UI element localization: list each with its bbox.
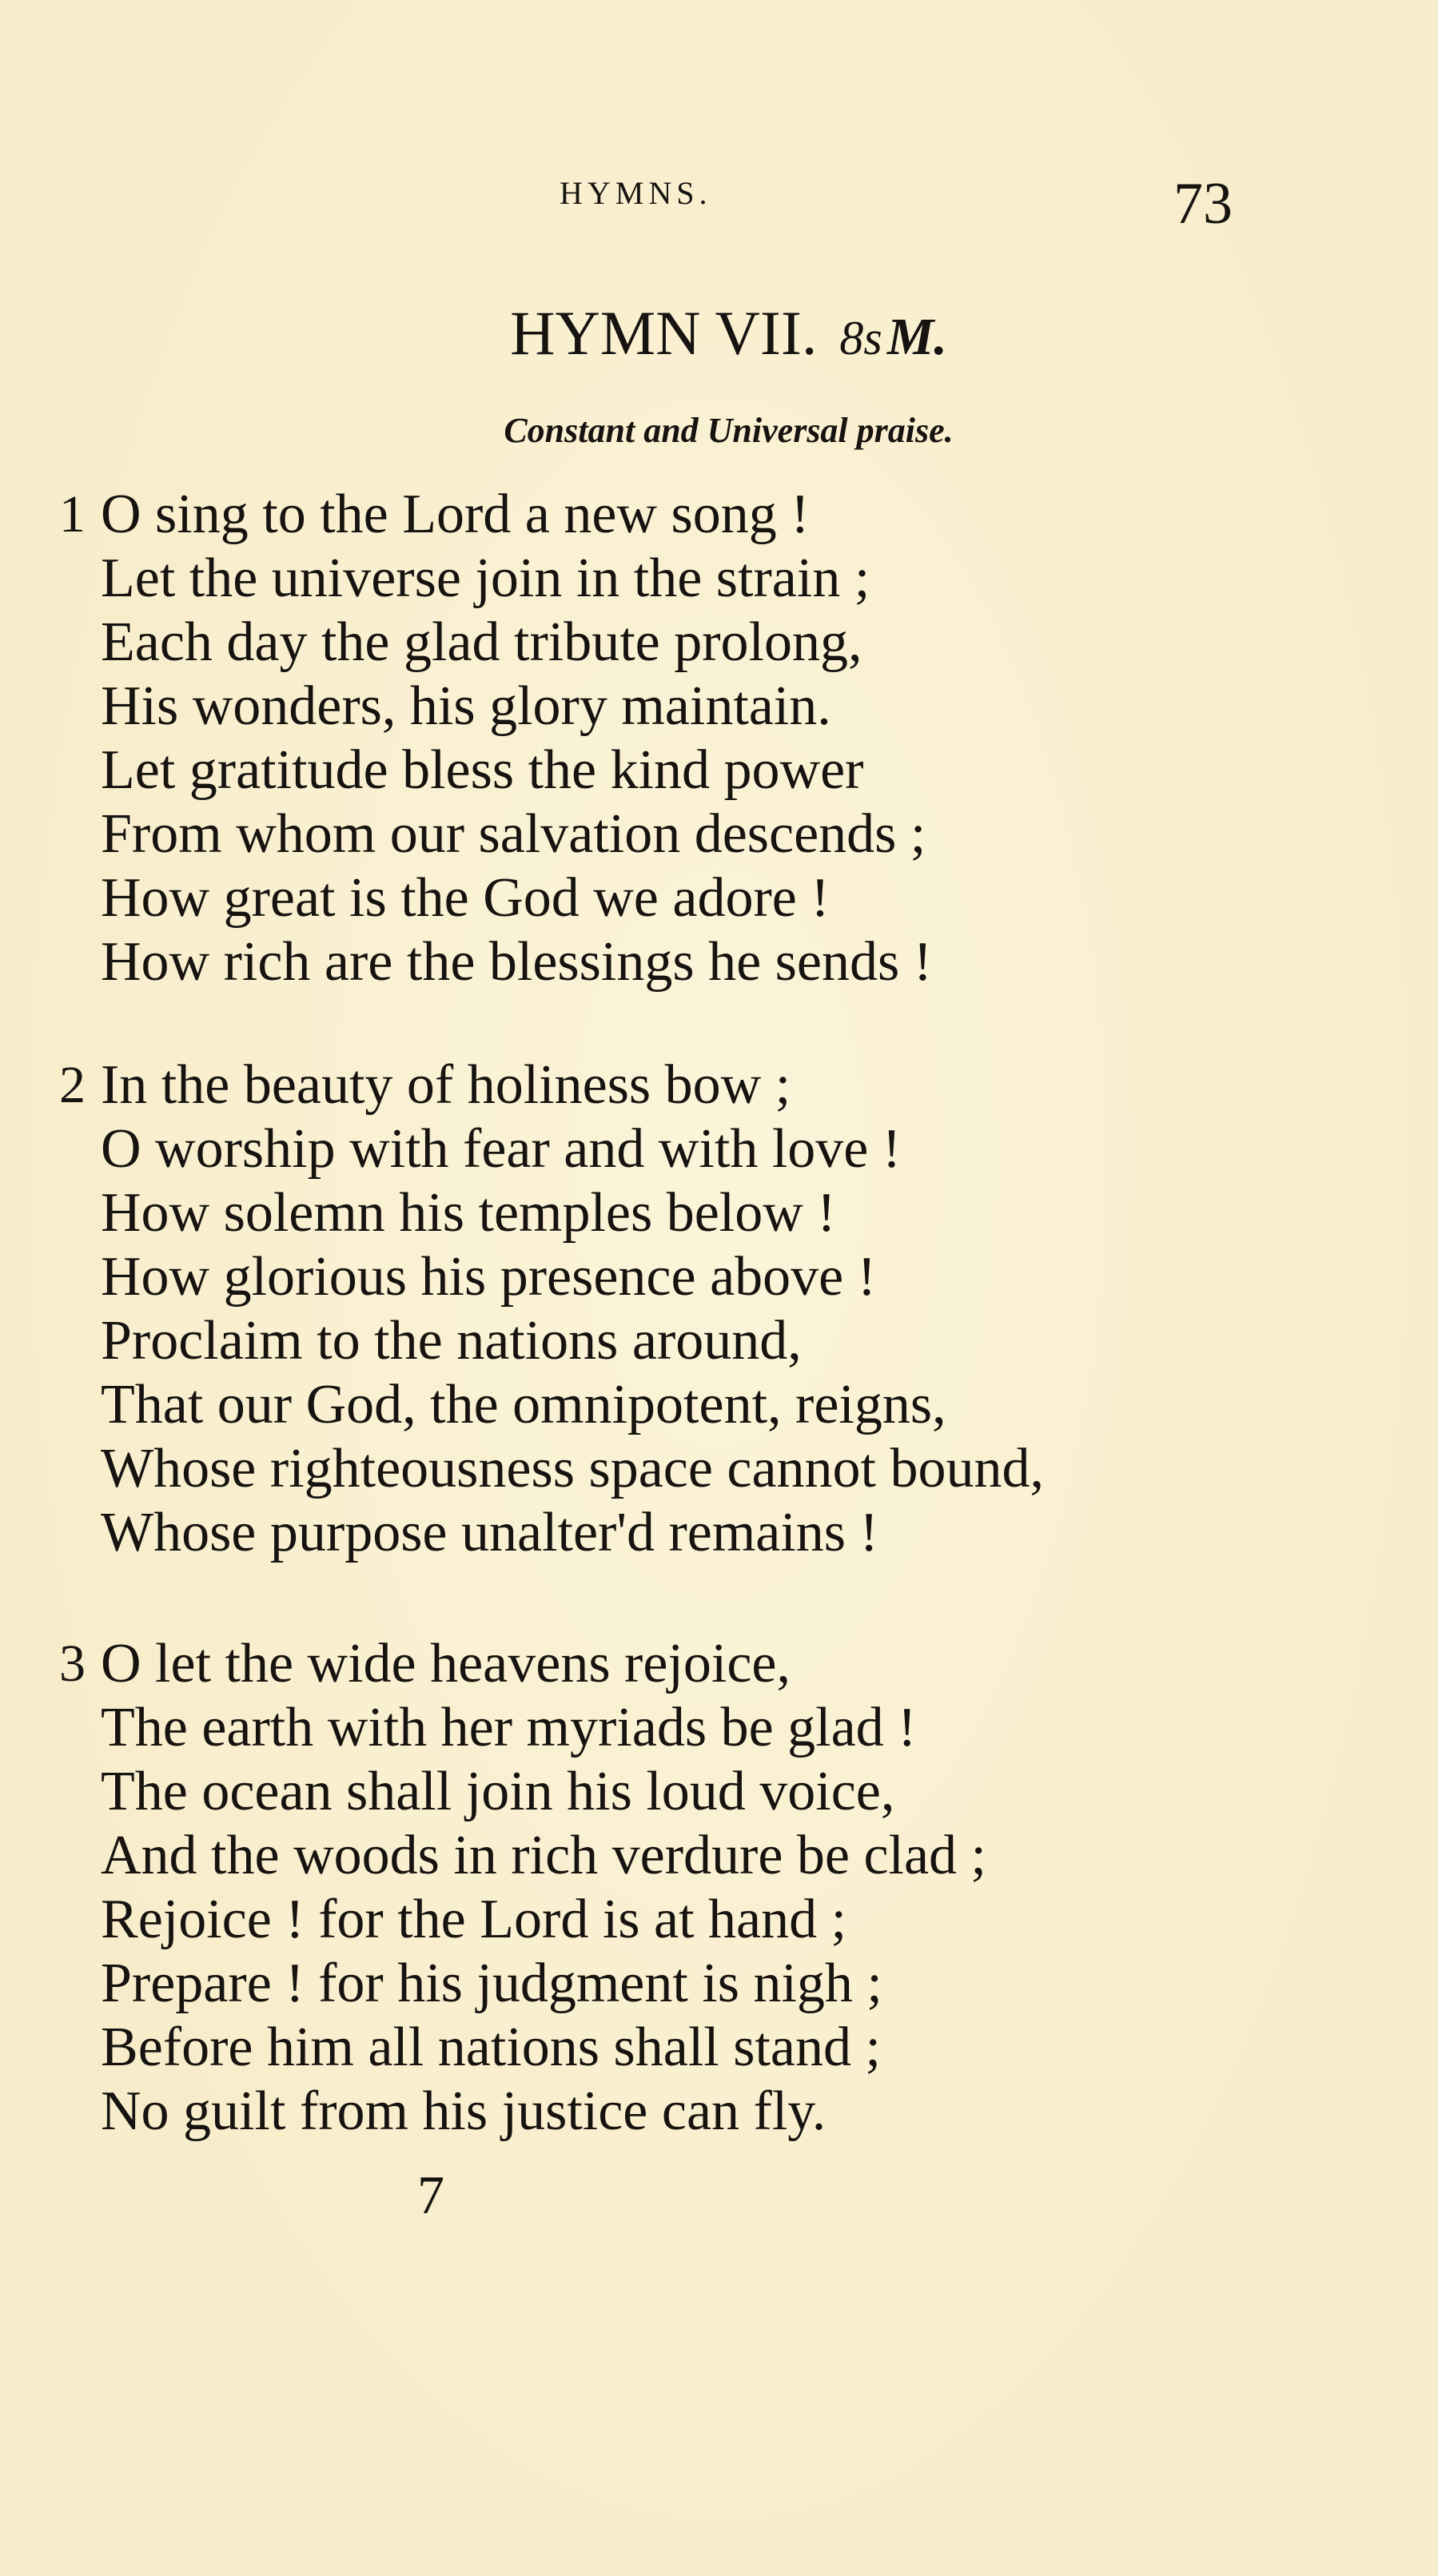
verse-line: How solemn his temples below ! <box>101 1182 836 1244</box>
verse-line: Whose righteousness space cannot bound, <box>101 1438 1044 1499</box>
verse-line: That our God, the omnipotent, reigns, <box>101 1374 946 1435</box>
verse-line: Before him all nations shall stand ; <box>101 2017 881 2078</box>
verse-line: Prepare ! for his judgment is nigh ; <box>101 1953 882 2014</box>
stanza-number: 3 <box>59 1634 86 1693</box>
verse-line: His wonders, his glory maintain. <box>101 675 831 737</box>
hymn-subtitle: Constant and Universal praise. <box>504 411 954 450</box>
verse-line: Let the universe join in the strain ; <box>101 547 870 609</box>
verse-line: From whom our salvation descends ; <box>101 803 926 865</box>
verse-line: O let the wide heavens rejoice, <box>101 1633 791 1694</box>
verse-line: Let gratitude bless the kind power <box>101 739 864 801</box>
signature-mark: 7 <box>417 2164 444 2225</box>
verse-line: Each day the glad tribute prolong, <box>101 611 862 673</box>
verse-line: Proclaim to the nations around, <box>101 1310 802 1372</box>
stanza-number: 2 <box>59 1056 86 1114</box>
running-head: HYMNS. <box>560 175 712 211</box>
verse-line: The earth with her myriads be glad ! <box>101 1697 917 1758</box>
hymn-title <box>0 298 1438 368</box>
verse-line: No guilt from his justice can fly. <box>101 2080 827 2142</box>
hymn-title-text: HYMN VII. <box>510 298 818 368</box>
hymn-meter: 8s <box>839 312 882 364</box>
verse-line: And the woods in rich verdure be clad ; <box>101 1825 987 1886</box>
verse-line: In the beauty of holiness bow ; <box>101 1054 791 1116</box>
verse-line: The ocean shall join his loud voice, <box>101 1761 895 1822</box>
stanza-number: 1 <box>59 485 86 543</box>
verse-line: How rich are the blessings he sends ! <box>101 931 933 993</box>
verse-line: Whose purpose unalter'd remains ! <box>101 1502 878 1563</box>
verse-line: How glorious his presence above ! <box>101 1246 877 1308</box>
hymn-meter-suffix: M. <box>886 308 947 366</box>
verse-line: O worship with fear and with love ! <box>101 1118 902 1180</box>
verse-line: O sing to the Lord a new song ! <box>101 484 810 545</box>
page-number: 73 <box>1173 171 1233 237</box>
verse-line: Rejoice ! for the Lord is at hand ; <box>101 1889 847 1950</box>
verse-line: How great is the God we adore ! <box>101 867 830 929</box>
